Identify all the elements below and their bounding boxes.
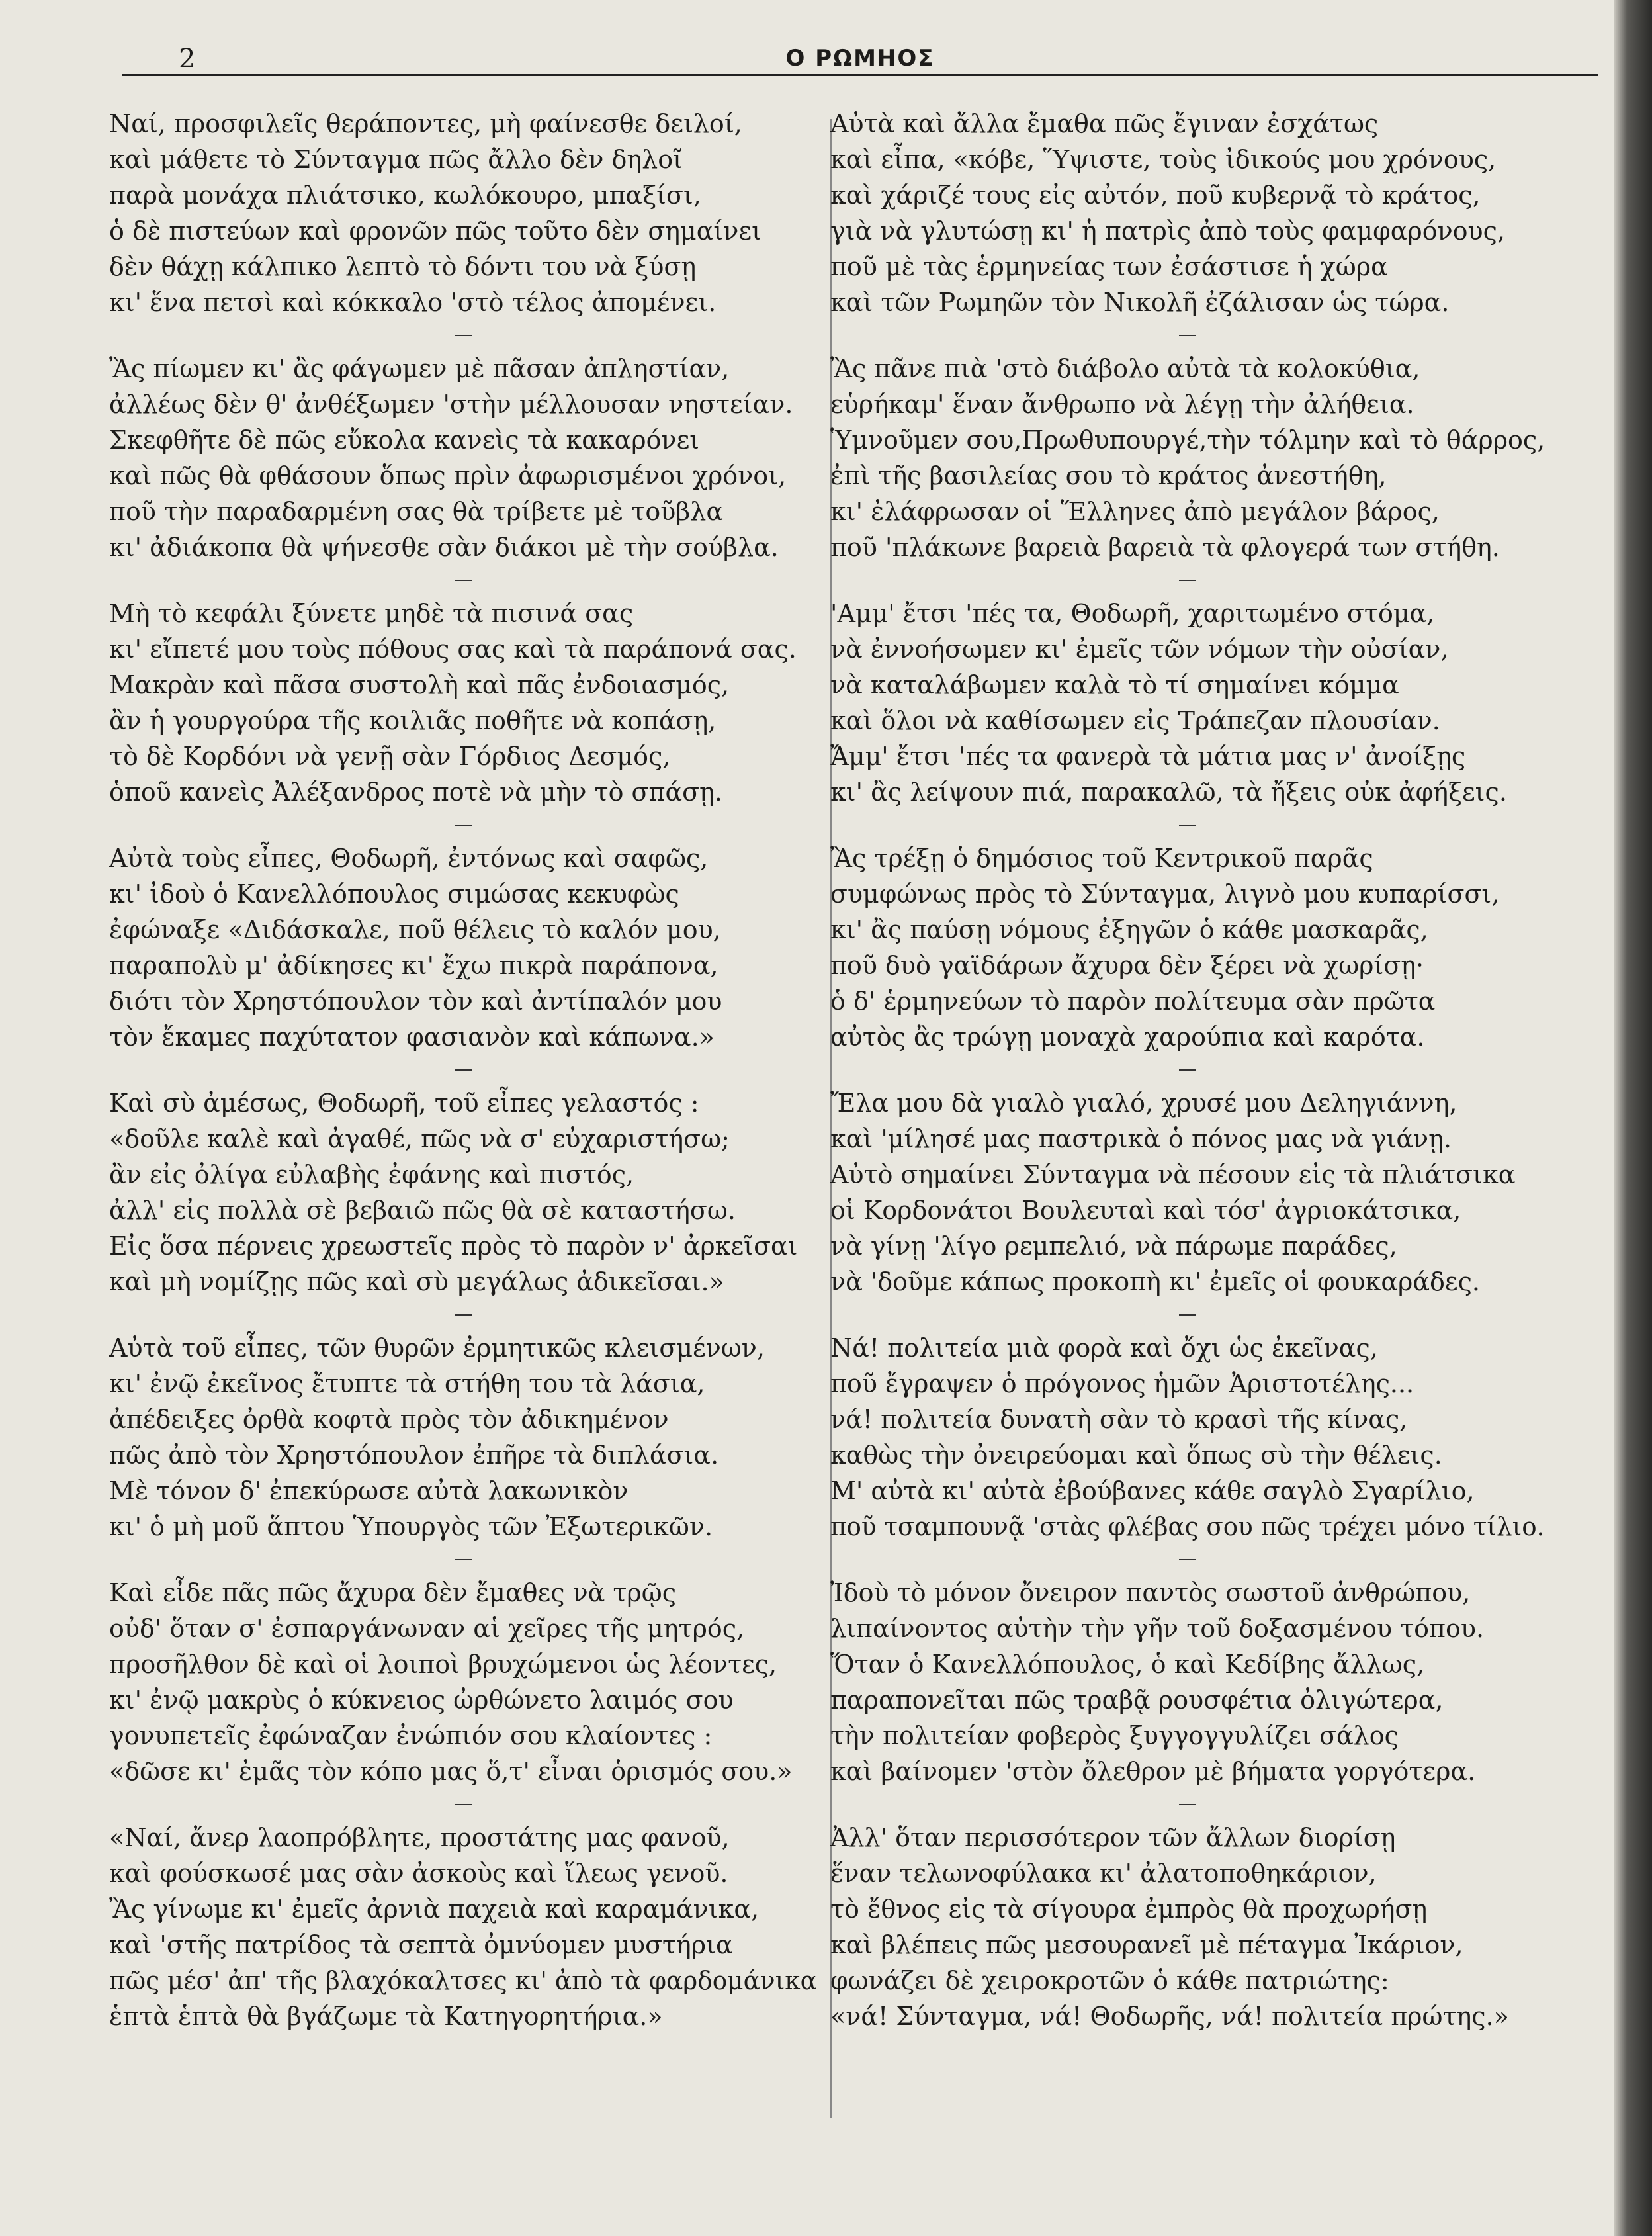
- verse-line: Καὶ σὺ ἀμέσως, Θοδωρῆ, τοῦ εἶπες γελαστός :: [109, 1089, 699, 1118]
- stanza-separator: [109, 1544, 817, 1575]
- verse-line: ποῦ ἔγραψεν ὁ πρόγονος ἡμῶν Ἀριστοτέλης...: [830, 1369, 1414, 1398]
- stanza: [109, 1330, 817, 1544]
- verse-line: δὲν θάχῃ κάλπικο λεπτὸ τὸ δόντι του νὰ ξύσῃ: [109, 252, 697, 281]
- verse-line: ἀλλέως δὲν θ' ἀνθέξωμεν 'στὴν μέλλουσαν νηστείαν.: [109, 390, 793, 419]
- verse-line: ποῦ τὴν παραδαρμένη σας θὰ τρίβετε μὲ τοῦβλα: [109, 497, 724, 526]
- stanza-separator: [830, 810, 1545, 840]
- header-rule: [122, 74, 1598, 76]
- stanza: [109, 840, 817, 1055]
- verse-line: Σκεφθῆτε δὲ πῶς εὔκολα κανεὶς τὰ κακαρόνει: [109, 425, 700, 455]
- verse-line: Ἔλα μου δὰ γιαλὸ γιαλό, χρυσέ μου Δεληγιάννη,: [830, 1089, 1457, 1118]
- page-number: 2: [179, 44, 196, 74]
- stanza: [109, 1085, 817, 1300]
- verse-line: καὶ φούσκωσέ μας σὰν ἀσκοὺς καὶ ἵλεως γενοῦ.: [109, 1859, 728, 1888]
- verse-line: κι' ἰδοὺ ὁ Κανελλόπουλος σιμώσας κεκυφὼς: [109, 879, 679, 909]
- verse-line: Μὲ τόνον δ' ἐπεκύρωσε αὐτὰ λακωνικὸν: [109, 1476, 629, 1505]
- verse-line: οὐδ' ὅταν σ' ἐσπαργάνωναν αἱ χεῖρες τῆς μητρός,: [109, 1614, 745, 1643]
- verse-line: καὶ 'μίλησέ μας παστρικὰ ὁ πόνος μας νὰ γιάνῃ.: [830, 1124, 1452, 1153]
- verse-line: κι' ἂς παύσῃ νόμους ἐξηγῶν ὁ κάθε μασκαρᾶς,: [830, 915, 1428, 944]
- stanza: [830, 1085, 1545, 1300]
- stanza: [109, 1575, 817, 1789]
- verse-line: παρὰ μονάχα πλιάτσικο, κωλόκουρο, μπαξίσι,: [109, 181, 701, 210]
- verse-line: ἐπὶ τῆς βασιλείας σου τὸ κράτος ἀνεστήθη,: [830, 461, 1387, 490]
- right-column: [830, 106, 1545, 2034]
- verse-line: πῶς μέσ' ἀπ' τῆς βλαχόκαλτσες κι' ἀπὸ τὰ φαρδομάνικα: [109, 1966, 817, 1995]
- stanza-separator: [109, 320, 817, 351]
- page-edge-shadow: [1614, 0, 1652, 2236]
- stanza: [830, 106, 1545, 320]
- stanza-separator: [830, 1055, 1545, 1085]
- verse-line: καὶ μάθετε τὸ Σύνταγμα πῶς ἄλλο δὲν δηλοῖ: [109, 145, 683, 174]
- verse-line: κι' ἕνα πετσὶ καὶ κόκκαλο 'στὸ τέλος ἀπομένει.: [109, 288, 717, 317]
- verse-line: εὑρήκαμ' ἕναν ἄνθρωπο νὰ λέγῃ τὴν ἀλήθεια.: [830, 390, 1414, 419]
- verse-line: φωνάζει δὲ χειροκροτῶν ὁ κάθε πατριώτης:: [830, 1966, 1389, 1995]
- verse-line: προσῆλθον δὲ καὶ οἱ λοιποὶ βρυχώμενοι ὡς λέοντες,: [109, 1650, 777, 1679]
- verse-line: κι' ὁ μὴ μοῦ ἅπτου Ὑπουργὸς τῶν Ἐξωτερικῶν.: [109, 1512, 713, 1541]
- verse-line: Μ' αὐτὰ κι' αὐτὰ ἐβούβανες κάθε σαγλὸ Σγαρίλιο,: [830, 1476, 1475, 1505]
- verse-line: ποῦ μὲ τὰς ἑρμηνείας των ἐσάστισε ἡ χώρα: [830, 252, 1388, 281]
- verse-line: νὰ καταλάβωμεν καλὰ τὸ τί σημαίνει κόμμα: [830, 670, 1399, 699]
- stanza-separator: [830, 320, 1545, 351]
- verse-line: Ναί, προσφιλεῖς θεράποντες, μὴ φαίνεσθε δειλοί,: [109, 109, 742, 138]
- verse-line: ἀπέδειξες ὀρθὰ κοφτὰ πρὸς τὸν ἀδικημένον: [109, 1405, 669, 1434]
- verse-line: Νά! πολιτεία μιὰ φορὰ καὶ ὄχι ὡς ἐκεῖνας,: [830, 1333, 1378, 1363]
- stanza: [109, 1820, 817, 2034]
- verse-line: καὶ ὅλοι νὰ καθίσωμεν εἰς Τράπεζαν πλουσίαν.: [830, 706, 1440, 735]
- verse-line: καὶ τῶν Ρωμηῶν τὸν Νικολῆ ἐζάλισαν ὡς τώρα.: [830, 288, 1450, 317]
- verse-line: καὶ βλέπεις πῶς μεσουρανεῖ μὲ πέταγμα Ἰκάριον,: [830, 1930, 1463, 1959]
- verse-line: οἱ Κορδονάτοι Βουλευταὶ καὶ τόσ' ἀγριοκάτσικα,: [830, 1196, 1461, 1225]
- stanza: [830, 1575, 1545, 1789]
- verse-line: καὶ βαίνομεν 'στὸν ὄλεθρον μὲ βήματα γοργότερα.: [830, 1757, 1476, 1786]
- stanza: [830, 596, 1545, 810]
- verse-line: Ὑμνοῦμεν σου,Πρωθυπουργέ,τὴν τόλμην καὶ τὸ θάρρος,: [830, 425, 1545, 455]
- verse-line: πῶς ἀπὸ τὸν Χρηστόπουλον ἐπῆρε τὰ διπλάσια.: [109, 1441, 719, 1470]
- verse-line: Ὅταν ὁ Κανελλόπουλος, ὁ καὶ Κεδίβης ἄλλως,: [830, 1650, 1425, 1679]
- verse-line: κι' ἐλάφρωσαν οἱ Ἕλληνες ἀπὸ μεγάλον βάρος,: [830, 497, 1440, 526]
- verse-line: κι' ἂς λείψουν πιά, παρακαλῶ, τὰ ἤξεις οὐκ ἀφήξεις.: [830, 778, 1507, 807]
- page-header: [122, 38, 1598, 78]
- verse-line: ποῦ 'πλάκωνε βαρειὰ βαρειὰ τὰ φλογερά των στήθη.: [830, 533, 1500, 562]
- verse-line: «νά! Σύνταγμα, νά! Θοδωρῆς, νά! πολιτεία πρώτης.»: [830, 2002, 1509, 2031]
- verse-line: παραπολὺ μ' ἀδίκησες κι' ἔχω πικρὰ παράπονα,: [109, 951, 718, 980]
- verse-line: ἀλλ' εἰς πολλὰ σὲ βεβαιῶ πῶς θὰ σὲ καταστήσω.: [109, 1196, 736, 1225]
- verse-line: καὶ εἶπα, «κόβε, Ὕψιστε, τοὺς ἰδικούς μου χρόνους,: [830, 145, 1497, 174]
- verse-line: Ἂς γίνωμε κι' ἐμεῖς ἀρνιὰ παχειὰ καὶ καραμάνικα,: [109, 1895, 760, 1924]
- verse-line: καὶ μὴ νομίζῃς πῶς καὶ σὺ μεγάλως ἀδικεῖσαι.»: [109, 1267, 724, 1296]
- verse-line: νά! πολιτεία δυνατὴ σὰν τὸ κρασὶ τῆς κίνας,: [830, 1405, 1408, 1434]
- verse-line: καθὼς τὴν ὀνειρεύομαι καὶ ὅπως σὺ τὴν θέλεις.: [830, 1441, 1442, 1470]
- stanza-separator: [109, 565, 817, 596]
- verse-line: γιὰ νὰ γλυτώσῃ κι' ἡ πατρὶς ἀπὸ τοὺς φαμφαρόνους,: [830, 216, 1506, 246]
- stanza-separator: [830, 1789, 1545, 1820]
- stanza: [830, 351, 1545, 565]
- stanza: [109, 106, 817, 320]
- verse-line: τὸ ἔθνος εἰς τὰ σίγουρα ἐμπρὸς θὰ προχωρήσῃ: [830, 1895, 1428, 1924]
- verse-line: Αὐτὰ τοὺς εἶπες, Θοδωρῆ, ἐντόνως καὶ σαφῶς,: [109, 844, 709, 873]
- verse-line: νὰ γίνῃ 'λίγο ρεμπελιό, νὰ πάρωμε παράδες,: [830, 1231, 1397, 1261]
- verse-line: νὰ ἐννοήσωμεν κι' ἐμεῖς τῶν νόμων τὴν οὐσίαν,: [830, 635, 1449, 664]
- verse-line: ὁ δὲ πιστεύων καὶ φρονῶν πῶς τοῦτο δὲν σημαίνει: [109, 216, 761, 246]
- verse-line: καὶ 'στῆς πατρίδος τὰ σεπτὰ ὀμνύομεν μυστήρια: [109, 1930, 733, 1959]
- stanza-separator: [830, 1300, 1545, 1330]
- stanza: [109, 351, 817, 565]
- verse-line: τὸ δὲ Κορδόνι νὰ γενῇ σὰν Γόρδιος Δεσμός,: [109, 742, 671, 771]
- stanza-separator: [109, 1300, 817, 1330]
- verse-line: ὁποῦ κανεὶς Ἀλέξανδρος ποτὲ νὰ μὴν τὸ σπάσῃ.: [109, 778, 722, 807]
- verse-line: Ἰδοὺ τὸ μόνον ὄνειρον παντὸς σωστοῦ ἀνθρώπου,: [830, 1578, 1471, 1607]
- verse-line: «Ναί, ἄνερ λαοπρόβλητε, προστάτης μας φανοῦ,: [109, 1823, 730, 1852]
- verse-line: 'Αμμ' ἔτσι 'πές τα, Θοδωρῆ, χαριτωμένο στόμα,: [830, 599, 1435, 628]
- verse-line: συμφώνως πρὸς τὸ Σύνταγμα, λιγνὸ μου κυπαρίσσι,: [830, 879, 1500, 909]
- verse-line: καὶ πῶς θὰ φθάσουν ὅπως πρὶν ἀφωρισμένοι χρόνοι,: [109, 461, 787, 490]
- verse-line: Ἀλλ' ὅταν περισσότερον τῶν ἄλλων διορίσῃ: [830, 1823, 1396, 1852]
- verse-line: τὴν πολιτείαν φοβερὸς ξυγγογγυλίζει σάλος: [830, 1721, 1399, 1750]
- verse-line: λιπαίνοντος αὐτὴν τὴν γῆν τοῦ δοξασμένου τόπου.: [830, 1614, 1485, 1643]
- verse-line: Ἂς πᾶνε πιὰ 'στὸ διάβολο αὐτὰ τὰ κολοκύθια,: [830, 354, 1420, 383]
- verse-line: ἂν εἰς ὀλίγα εὐλαβὴς ἐφάνης καὶ πιστός,: [109, 1160, 634, 1189]
- stanza-separator: [109, 810, 817, 840]
- verse-line: παραπονεῖται πῶς τραβᾷ ρουσφέτια ὀλιγώτερα,: [830, 1685, 1444, 1715]
- verse-line: ποῦ δυὸ γαϊδάρων ἄχυρα δὲν ξέρει νὰ χωρίσῃ·: [830, 951, 1424, 980]
- verse-line: «δοῦλε καλὲ καὶ ἀγαθέ, πῶς νὰ σ' εὐχαριστήσω;: [109, 1124, 730, 1153]
- verse-line: γονυπετεῖς ἐφώναζαν ἐνώπιόν σου κλαίοντες :: [109, 1721, 713, 1750]
- left-column: [109, 106, 817, 2034]
- verse-line: Καὶ εἶδε πᾶς πῶς ἄχυρα δὲν ἔμαθες νὰ τρῷς: [109, 1578, 677, 1607]
- verse-line: αὐτὸς ἂς τρώγῃ μοναχὰ χαρούπια καὶ καρότα.: [830, 1022, 1425, 1051]
- verse-line: ἐφώναξε «Διδάσκαλε, ποῦ θέλεις τὸ καλόν μου,: [109, 915, 721, 944]
- verse-line: ὁ δ' ἑρμηνεύων τὸ παρὸν πολίτευμα σὰν πρῶτα: [830, 987, 1436, 1016]
- stanza: [830, 1820, 1545, 2034]
- stanza-separator: [830, 565, 1545, 596]
- verse-line: ἂν ἡ γουργούρα τῆς κοιλιᾶς ποθῆτε νὰ κοπάσῃ,: [109, 706, 717, 735]
- verse-line: Αὐτὰ τοῦ εἶπες, τῶν θυρῶν ἐρμητικῶς κλεισμένων,: [109, 1333, 765, 1363]
- stanza: [830, 840, 1545, 1055]
- verse-line: «δῶσε κι' ἐμᾶς τὸν κόπο μας ὅ,τ' εἶναι ὁρισμός σου.»: [109, 1757, 793, 1786]
- verse-line: κι' ἀδιάκοπα θὰ ψήνεσθε σὰν διάκοι μὲ τὴν σούβλα.: [109, 533, 779, 562]
- verse-line: Μὴ τὸ κεφάλι ξύνετε μηδὲ τὰ πισινά σας: [109, 599, 634, 628]
- verse-line: τὸν ἔκαμες παχύτατον φασιανὸν καὶ κάπωνα.»: [109, 1022, 715, 1051]
- verse-line: ἕναν τελωνοφύλακα κι' ἀλατοποθηκάριον,: [830, 1859, 1377, 1888]
- verse-line: Ἂς πίωμεν κι' ἂς φάγωμεν μὲ πᾶσαν ἀπληστίαν,: [109, 354, 730, 383]
- verse-line: κι' εἴπετέ μου τοὺς πόθους σας καὶ τὰ παράπονά σας.: [109, 635, 797, 664]
- verse-line: κι' ἐνῷ ἐκεῖνος ἔτυπτε τὰ στήθη του τὰ λάσια,: [109, 1369, 705, 1398]
- verse-line: καὶ χάριζέ τους εἰς αὐτόν, ποῦ κυβερνᾷ τὸ κράτος,: [830, 181, 1481, 210]
- stanza: [109, 596, 817, 810]
- stanza: [830, 1330, 1545, 1544]
- verse-line: Αὐτὸ σημαίνει Σύνταγμα νὰ πέσουν εἰς τὰ πλιάτσικα: [830, 1160, 1516, 1189]
- verse-line: κι' ἐνῷ μακρὺς ὁ κύκνειος ὠρθώνετο λαιμός σου: [109, 1685, 734, 1715]
- journal-title: Ο ΡΩΜΗΟΣ: [785, 45, 935, 71]
- stanza-separator: [109, 1789, 817, 1820]
- verse-line: ἑπτὰ ἑπτὰ θὰ βγάζωμε τὰ Κατηγορητήρια.»: [109, 2002, 663, 2031]
- verse-line: νὰ 'δοῦμε κάπως προκοπὴ κι' ἐμεῖς οἱ φουκαράδες.: [830, 1267, 1480, 1296]
- stanza-separator: [830, 1544, 1545, 1575]
- stanza-separator: [109, 1055, 817, 1085]
- verse-line: Ἄμμ' ἔτσι 'πές τα φανερὰ τὰ μάτια μας ν' ἀνοίξῃς: [830, 742, 1466, 771]
- verse-line: Αὐτὰ καὶ ἄλλα ἔμαθα πῶς ἔγιναν ἐσχάτως: [830, 109, 1379, 138]
- verse-line: Ἂς τρέξῃ ὁ δημόσιος τοῦ Κεντρικοῦ παρᾶς: [830, 844, 1373, 873]
- verse-line: Μακρὰν καὶ πᾶσα συστολὴ καὶ πᾶς ἐνδοιασμός,: [109, 670, 730, 699]
- verse-line: ποῦ τσαμπουνᾷ 'στὰς φλέβας σου πῶς τρέχει μόνο τίλιο.: [830, 1512, 1545, 1541]
- verse-line: Εἰς ὅσα πέρνεις χρεωστεῖς πρὸς τὸ παρὸν ν' ἀρκεῖσαι: [109, 1231, 798, 1261]
- verse-line: διότι τὸν Χρηστόπουλον τὸν καὶ ἀντίπαλόν μου: [109, 987, 722, 1016]
